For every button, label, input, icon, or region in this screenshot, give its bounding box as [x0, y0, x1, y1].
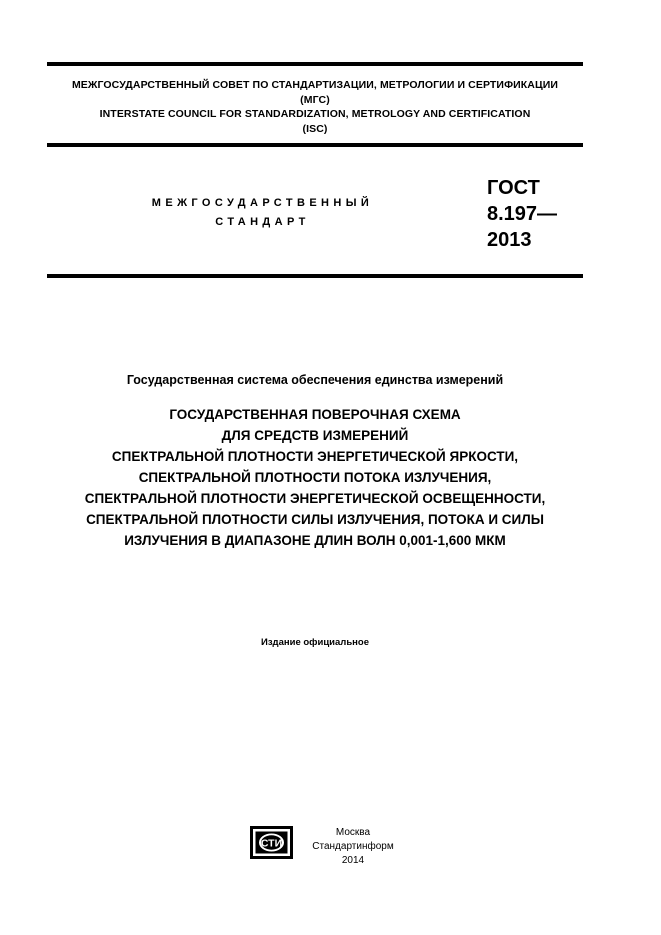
standard-type-line1: МЕЖГОСУДАРСТВЕННЫЙ: [151, 197, 374, 209]
standard-designation: [487, 175, 557, 253]
standard-type-line2: СТАНДАРТ: [215, 216, 310, 228]
edition-label: Издание официальное: [261, 637, 369, 648]
title-line: ДЛЯ СРЕДСТВ ИЗМЕРЕНИЙ: [221, 428, 409, 443]
system-title: Государственная система обеспечения единства измерений: [126, 373, 504, 387]
top-rule: [47, 62, 583, 66]
publisher-imprint: [305, 826, 401, 868]
council-name-ru: МЕЖГОСУДАРСТВЕННЫЙ СОВЕТ ПО СТАНДАРТИЗАЦИИ, МЕТРОЛОГИИ И СЕРТИФИКАЦИИ: [71, 79, 559, 91]
header-divider: [47, 143, 583, 147]
designation-number: 8.197—: [487, 203, 558, 225]
council-header: [47, 78, 583, 136]
publisher-city: Москва: [335, 827, 371, 838]
title-line: СПЕКТРАЛЬНОЙ ПЛОТНОСТИ ПОТОКА ИЗЛУЧЕНИЯ,: [138, 470, 492, 485]
council-abbr-en: (ISC): [302, 122, 328, 135]
publisher-year: 2014: [341, 855, 365, 866]
standartinform-logo-icon: [250, 826, 293, 859]
title-line: СПЕКТРАЛЬНОЙ ПЛОТНОСТИ ЭНЕРГЕТИЧЕСКОЙ ЯРКОСТИ,: [111, 449, 519, 464]
title-line: ИЗЛУЧЕНИЯ В ДИАПАЗОНЕ ДЛИН ВОЛН 0,001-1,600 МКМ: [124, 533, 506, 548]
designation-divider: [47, 274, 583, 278]
council-name-en: INTERSTATE COUNCIL FOR STANDARDIZATION, METROLOGY AND CERTIFICATION: [99, 108, 531, 120]
title-line: СПЕКТРАЛЬНОЙ ПЛОТНОСТИ ЭНЕРГЕТИЧЕСКОЙ ОСВЕЩЕННОСТИ,: [84, 491, 546, 506]
title-line: СПЕКТРАЛЬНОЙ ПЛОТНОСТИ СИЛЫ ИЗЛУЧЕНИЯ, ПОТОКА И СИЛЫ: [86, 512, 544, 527]
document-title: [0, 404, 630, 551]
logo-monogram: СТИ: [260, 837, 283, 850]
designation-prefix: ГОСТ: [487, 177, 540, 199]
council-abbr-ru: (МГС): [300, 93, 330, 106]
standard-type-label: [120, 194, 405, 232]
designation-year: 2013: [487, 229, 532, 251]
publisher-name: Стандартинформ: [312, 841, 394, 852]
title-line: ГОСУДАРСТВЕННАЯ ПОВЕРОЧНАЯ СХЕМА: [169, 407, 461, 422]
